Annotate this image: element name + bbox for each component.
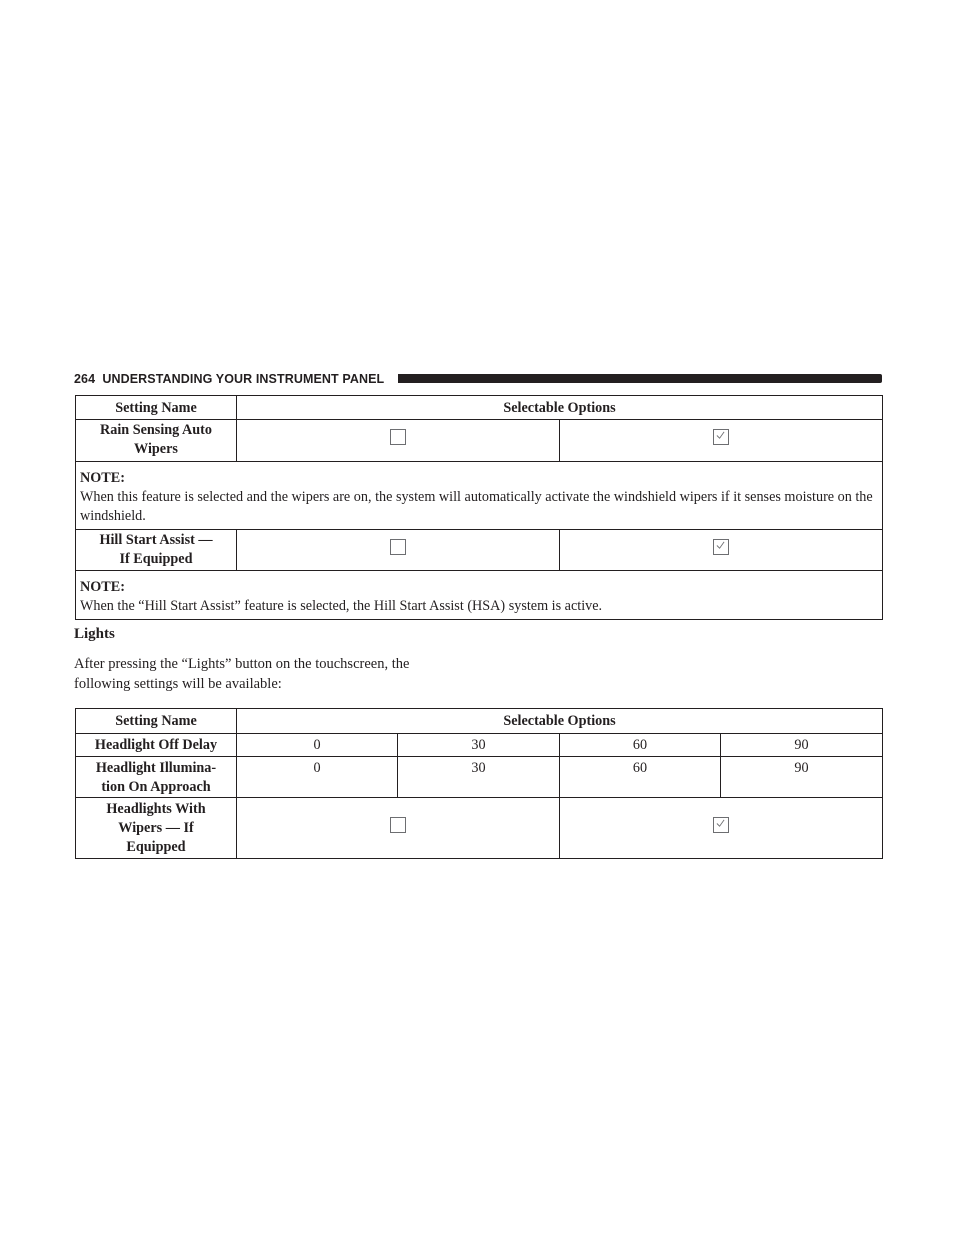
option-on[interactable] (560, 798, 883, 859)
header-rule (398, 374, 882, 383)
checked-checkbox-icon (713, 539, 729, 555)
option-off[interactable] (237, 420, 560, 462)
intro-paragraph: After pressing the “Lights” button on the touchscreen, the following settings will be available: (74, 656, 410, 692)
column-header-setting: Setting Name (76, 709, 237, 734)
option-value[interactable]: 0 (237, 757, 398, 798)
empty-checkbox-icon (390, 429, 406, 445)
table-row (76, 798, 883, 859)
note-row (76, 571, 883, 620)
option-on[interactable] (560, 420, 883, 462)
note (76, 571, 883, 620)
note (76, 462, 883, 530)
empty-checkbox-icon (390, 539, 406, 555)
table-row (76, 420, 883, 462)
option-value[interactable]: 30 (398, 757, 560, 798)
option-value[interactable]: 60 (560, 734, 721, 757)
checked-checkbox-icon (713, 429, 729, 445)
note-title: NOTE: (80, 579, 125, 595)
table-row (76, 530, 883, 571)
settings-table-1 (75, 395, 883, 620)
page-header (74, 371, 882, 387)
option-value[interactable]: 0 (237, 734, 398, 757)
section-title: UNDERSTANDING YOUR INSTRUMENT PANEL (102, 372, 385, 386)
setting-name: Headlight Off Delay (76, 734, 237, 757)
settings-table-2 (75, 708, 883, 859)
column-header-options: Selectable Options (237, 396, 883, 420)
note-row (76, 462, 883, 530)
option-value[interactable]: 60 (560, 757, 721, 798)
setting-name: Headlight Illumina- tion On Approach (76, 757, 237, 798)
option-value[interactable]: 30 (398, 734, 560, 757)
option-value[interactable]: 90 (721, 734, 883, 757)
checked-checkbox-icon (713, 817, 729, 833)
section-heading: Lights (74, 626, 115, 642)
setting-name: Headlights With Wipers — If Equipped (76, 798, 237, 859)
header-text (74, 371, 384, 387)
column-header-options: Selectable Options (237, 709, 883, 734)
note-text: When the “Hill Start Assist” feature is selected, the Hill Start Assist (HSA) system is active. (80, 598, 603, 614)
option-value[interactable]: 90 (721, 757, 883, 798)
table-row (76, 734, 883, 757)
option-off[interactable] (237, 798, 560, 859)
column-header-setting: Setting Name (76, 396, 237, 420)
option-off[interactable] (237, 530, 560, 571)
option-on[interactable] (560, 530, 883, 571)
setting-name: Rain Sensing Auto Wipers (76, 420, 237, 462)
note-text: When this feature is selected and the wipers are on, the system will automatically activate the windshield wipers if it senses moisture on the windshield. (80, 489, 873, 524)
table-row (76, 757, 883, 798)
note-title: NOTE: (80, 470, 125, 486)
page-number: 264 (74, 372, 96, 386)
setting-name: Hill Start Assist — If Equipped (76, 530, 237, 571)
empty-checkbox-icon (390, 817, 406, 833)
